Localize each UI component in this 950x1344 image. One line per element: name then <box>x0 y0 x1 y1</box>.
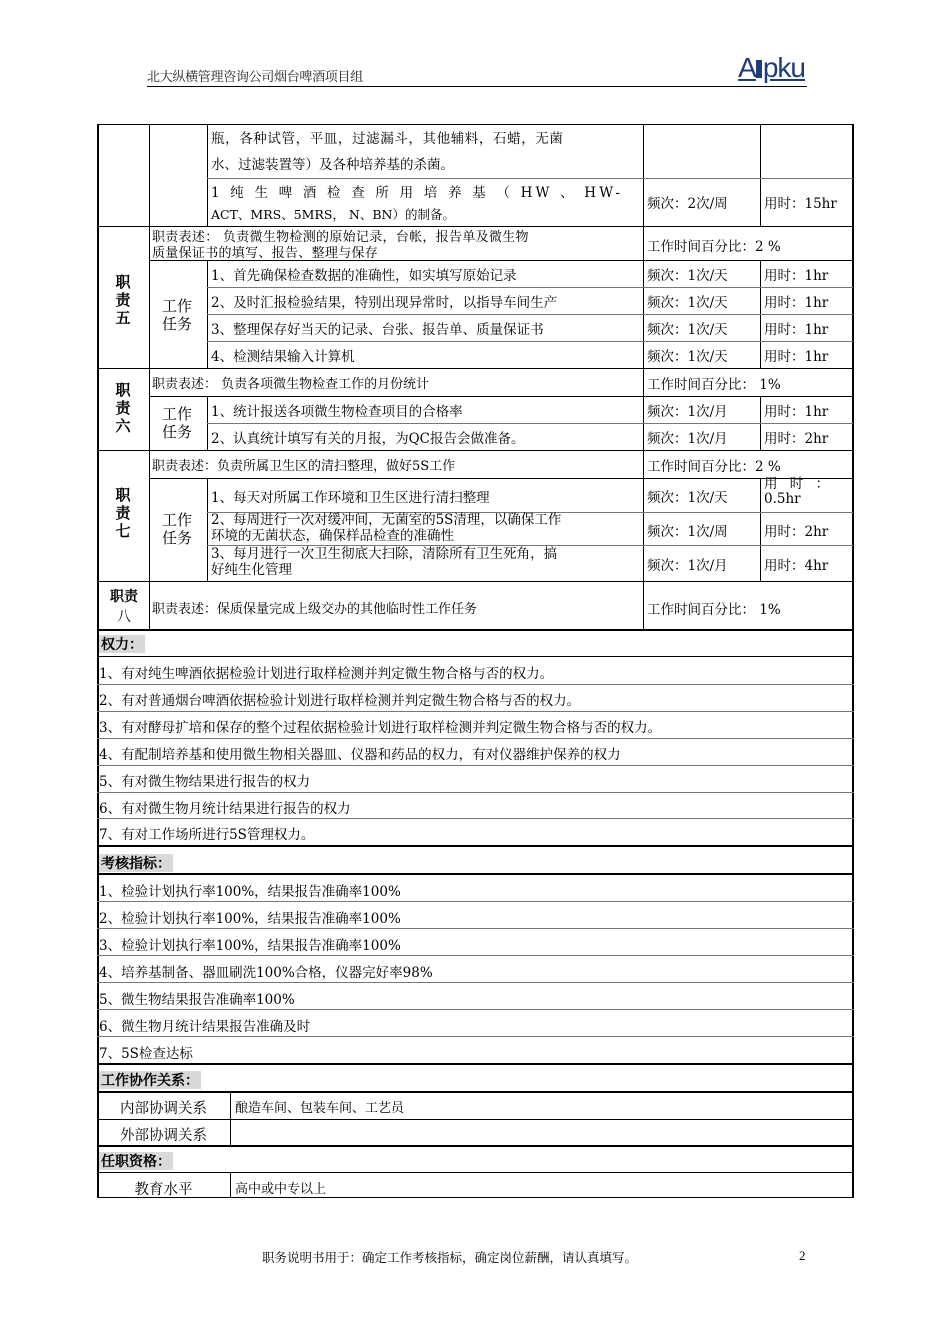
duty-label-line: 职责 <box>110 588 138 604</box>
col-line <box>760 478 761 581</box>
task-frequency: 频次：1次/天 <box>647 295 728 311</box>
duty-label-line: 八 <box>117 609 131 625</box>
task-time: 用时：1hr <box>764 349 829 365</box>
row-line <box>149 396 853 397</box>
footer-note: 职务说明书用于：确定工作考核指标，确定岗位薪酬，请认真填写。 <box>262 1250 638 1265</box>
row-line <box>97 792 854 793</box>
task-frequency: 频次：1次/月 <box>647 404 728 420</box>
duty-label <box>112 274 134 328</box>
task-text: 1、首先确保检查数据的准确性，如实填写原始记录 <box>211 268 517 284</box>
task-text-line: ACT、MRS、5MRS， N、BN）的制备。 <box>211 207 455 222</box>
task-time <box>764 477 829 507</box>
education-value: 高中或中专以上 <box>235 1182 327 1197</box>
row-line <box>207 423 853 424</box>
task-frequency: 频次：1次/天 <box>647 268 728 284</box>
col-line <box>207 124 208 226</box>
internal-relations-value: 酿造车间、包装车间、工艺员 <box>235 1101 405 1116</box>
task-label-line: 任务 <box>162 423 193 441</box>
duty-time-percent: 工作时间百分比：2 % <box>647 459 781 475</box>
row-line <box>97 1119 854 1120</box>
task-label-line: 工作 <box>162 297 193 315</box>
authority-item: 2、有对普通烟台啤酒依据检验计划进行取样检测并判定微生物合格与否的权力。 <box>99 693 581 709</box>
task-text-line: 2、每周进行一次对缓冲间，无菌室的5S清理，以确保工作 <box>211 512 562 528</box>
duty-description: 职责表述：负责所属卫生区的清扫整理，做好5S工作 <box>152 459 456 474</box>
col-line <box>643 124 644 630</box>
task-frequency: 频次：1次/天 <box>647 322 728 338</box>
task-text <box>211 546 557 578</box>
duty-label <box>112 487 134 541</box>
duty-label-char: 责 <box>115 292 131 309</box>
task-time: 用时：2hr <box>764 524 829 540</box>
duty-label-char: 职 <box>115 487 131 504</box>
education-label: 教育水平 <box>134 1182 193 1198</box>
row-line <box>97 450 854 451</box>
task-time: 用时：1hr <box>764 268 829 284</box>
logo-bar <box>756 60 762 78</box>
logo-left: A <box>738 52 756 83</box>
row-line <box>97 1091 854 1093</box>
task-time-line: 0.5hr <box>764 491 801 507</box>
task-group-label <box>162 405 192 441</box>
task-text: 4、检测结果输入计算机 <box>211 349 355 365</box>
task-text: 3、整理保存好当天的记录、台张、报告单、质量保证书 <box>211 322 544 338</box>
duty-description: 质量保证书的填写、报告、整理与保存 <box>152 246 379 261</box>
task-text-line: 1 纯 生 啤 酒 检 查 所 用 培 养 基 （ HW 、 HW- <box>211 185 624 201</box>
task-frequency: 频次：2次/周 <box>647 196 728 212</box>
row-line <box>97 684 854 685</box>
duty-time-percent: 工作时间百分比：2 % <box>647 239 781 255</box>
task-label-line: 工作 <box>162 511 193 529</box>
row-line <box>207 314 853 315</box>
duty-label-char: 职 <box>115 382 131 399</box>
row-line <box>97 845 854 847</box>
task-text: 2、及时汇报检验结果，特别出现异常时，以指导车间生产 <box>211 295 558 311</box>
relations-heading: 工作协作关系： <box>101 1072 199 1088</box>
row-line <box>97 765 854 766</box>
row-line <box>97 629 854 631</box>
row-line <box>97 581 854 582</box>
kpi-item: 2、检验计划执行率100%，结果报告准确率100% <box>99 911 401 927</box>
task-group-label <box>162 297 192 333</box>
authority-heading: 权力： <box>101 636 143 652</box>
company-logo <box>738 52 805 84</box>
task-frequency: 频次：1次/月 <box>647 558 728 574</box>
task-text <box>211 512 561 544</box>
authority-item: 3、有对酵母扩培和保存的整个过程依据检验计划进行取样检测并判定微生物合格与否的权力。 <box>99 720 662 736</box>
authority-item: 5、有对微生物结果进行报告的权力 <box>99 774 311 790</box>
task-label-line: 工作 <box>162 405 193 423</box>
row-line <box>207 287 853 288</box>
duty-time-percent: 工作时间百分比： 1% <box>647 602 781 618</box>
page-header <box>147 52 807 87</box>
task-frequency: 频次：1次/天 <box>647 349 728 365</box>
kpi-item: 7、5S检查达标 <box>99 1046 193 1062</box>
row-line <box>97 711 854 712</box>
task-label-line: 任务 <box>162 315 193 333</box>
duty-label <box>112 382 134 436</box>
page-number: 2 <box>799 1248 806 1263</box>
row-line <box>97 368 854 369</box>
kpi-item: 3、检验计划执行率100%，结果报告准确率100% <box>99 938 401 954</box>
kpi-heading: 考核指标： <box>101 855 171 871</box>
task-text-line: 3、每月进行一次卫生彻底大扫除，清除所有卫生死角，搞 <box>211 546 558 562</box>
table-border-top <box>97 124 854 125</box>
task-text: 2、认真统计填写有关的月报，为QC报告会做准备。 <box>211 431 525 447</box>
duty-description: 职责表述： 负责微生物检测的原始记录，台帐，报告单及微生物 <box>152 230 529 245</box>
kpi-item: 5、微生物结果报告准确率100% <box>99 992 295 1008</box>
task-time: 用时：4hr <box>764 558 829 574</box>
task-text-line: 好纯生化管理 <box>211 562 292 578</box>
task-time: 用时：2hr <box>764 431 829 447</box>
header-title: 北大纵横管理咨询公司烟台啤酒项目组 <box>147 70 363 85</box>
row-line <box>207 341 853 342</box>
row-line <box>97 928 854 929</box>
row-line <box>97 873 854 875</box>
duty-label-char: 六 <box>115 418 131 435</box>
task-group-label <box>162 511 192 547</box>
task-time: 用时：1hr <box>764 295 829 311</box>
duty-label-char: 责 <box>115 505 131 522</box>
row-line <box>97 955 854 956</box>
qualification-heading: 任职资格： <box>101 1153 171 1169</box>
task-text: 1、统计报送各项微生物检查项目的合格率 <box>211 404 463 420</box>
continued-text-line: 瓶，各种试管，平皿，过滤漏斗，其他辅料，石蜡，无菌 <box>211 131 564 147</box>
task-text-line: 环境的无菌状态，确保样品检查的准确性 <box>211 528 454 544</box>
task-label-line: 任务 <box>162 529 193 547</box>
task-frequency: 频次：1次/周 <box>647 524 728 540</box>
task-frequency: 频次：1次/月 <box>647 431 728 447</box>
task-time: 用时：1hr <box>764 322 829 338</box>
row-line <box>97 1063 854 1065</box>
authority-item: 4、有配制培养基和使用微生物相关器皿、仪器和药品的权力，有对仪器维护保养的权力 <box>99 747 621 763</box>
row-line <box>149 478 853 479</box>
row-line <box>97 818 854 819</box>
task-text: 1、每天对所属工作环境和卫生区进行清扫整理 <box>211 490 490 506</box>
duty-label-char: 五 <box>115 310 131 327</box>
row-line <box>97 982 854 983</box>
internal-relations-label: 内部协调关系 <box>120 1101 207 1117</box>
kpi-item: 4、培养基制备、器皿刷洗100%合格，仪器完好率98% <box>99 965 433 981</box>
col-line <box>149 124 150 630</box>
duty-description: 职责表述：保质保量完成上级交办的其他临时性工作任务 <box>152 602 478 617</box>
duty-description: 职责表述： 负责各项微生物检查工作的月份统计 <box>152 377 430 392</box>
row-line <box>97 1172 854 1173</box>
task-time: 用时：15hr <box>764 196 837 212</box>
continued-text-line: 水、过滤装置等）及各种培养基的杀菌。 <box>211 157 454 173</box>
task-time-line: 用 时 ： <box>764 476 830 492</box>
col-line <box>230 1172 231 1198</box>
kpi-item: 1、检验计划执行率100%，结果报告准确率100% <box>99 884 401 900</box>
duty-label <box>106 586 142 628</box>
kpi-item: 6、微生物月统计结果报告准确及时 <box>99 1019 311 1035</box>
duty-label-char: 职 <box>115 274 131 291</box>
task-frequency: 频次：1次/天 <box>647 490 728 506</box>
authority-item: 7、有对工作场所进行5S管理权力。 <box>99 827 315 843</box>
col-line <box>207 478 208 581</box>
duty-label-char: 七 <box>115 523 131 540</box>
row-line <box>97 901 854 902</box>
row-line <box>97 738 854 739</box>
task-time: 用时：1hr <box>764 404 829 420</box>
authority-item: 6、有对微生物月统计结果进行报告的权力 <box>99 801 351 817</box>
col-line <box>760 124 761 226</box>
logo-right: pku <box>762 52 805 83</box>
duty-time-percent: 工作时间百分比： 1% <box>647 377 781 393</box>
row-line <box>207 178 853 179</box>
row-line <box>97 656 854 657</box>
row-line <box>97 1009 854 1010</box>
authority-item: 1、有对纯生啤酒依据检验计划进行取样检测并判定微生物合格与否的权力。 <box>99 666 554 682</box>
row-line <box>97 1145 854 1147</box>
duty-label-char: 责 <box>115 400 131 417</box>
external-relations-label: 外部协调关系 <box>120 1128 207 1144</box>
col-line <box>230 1091 231 1146</box>
row-line <box>97 1036 854 1037</box>
